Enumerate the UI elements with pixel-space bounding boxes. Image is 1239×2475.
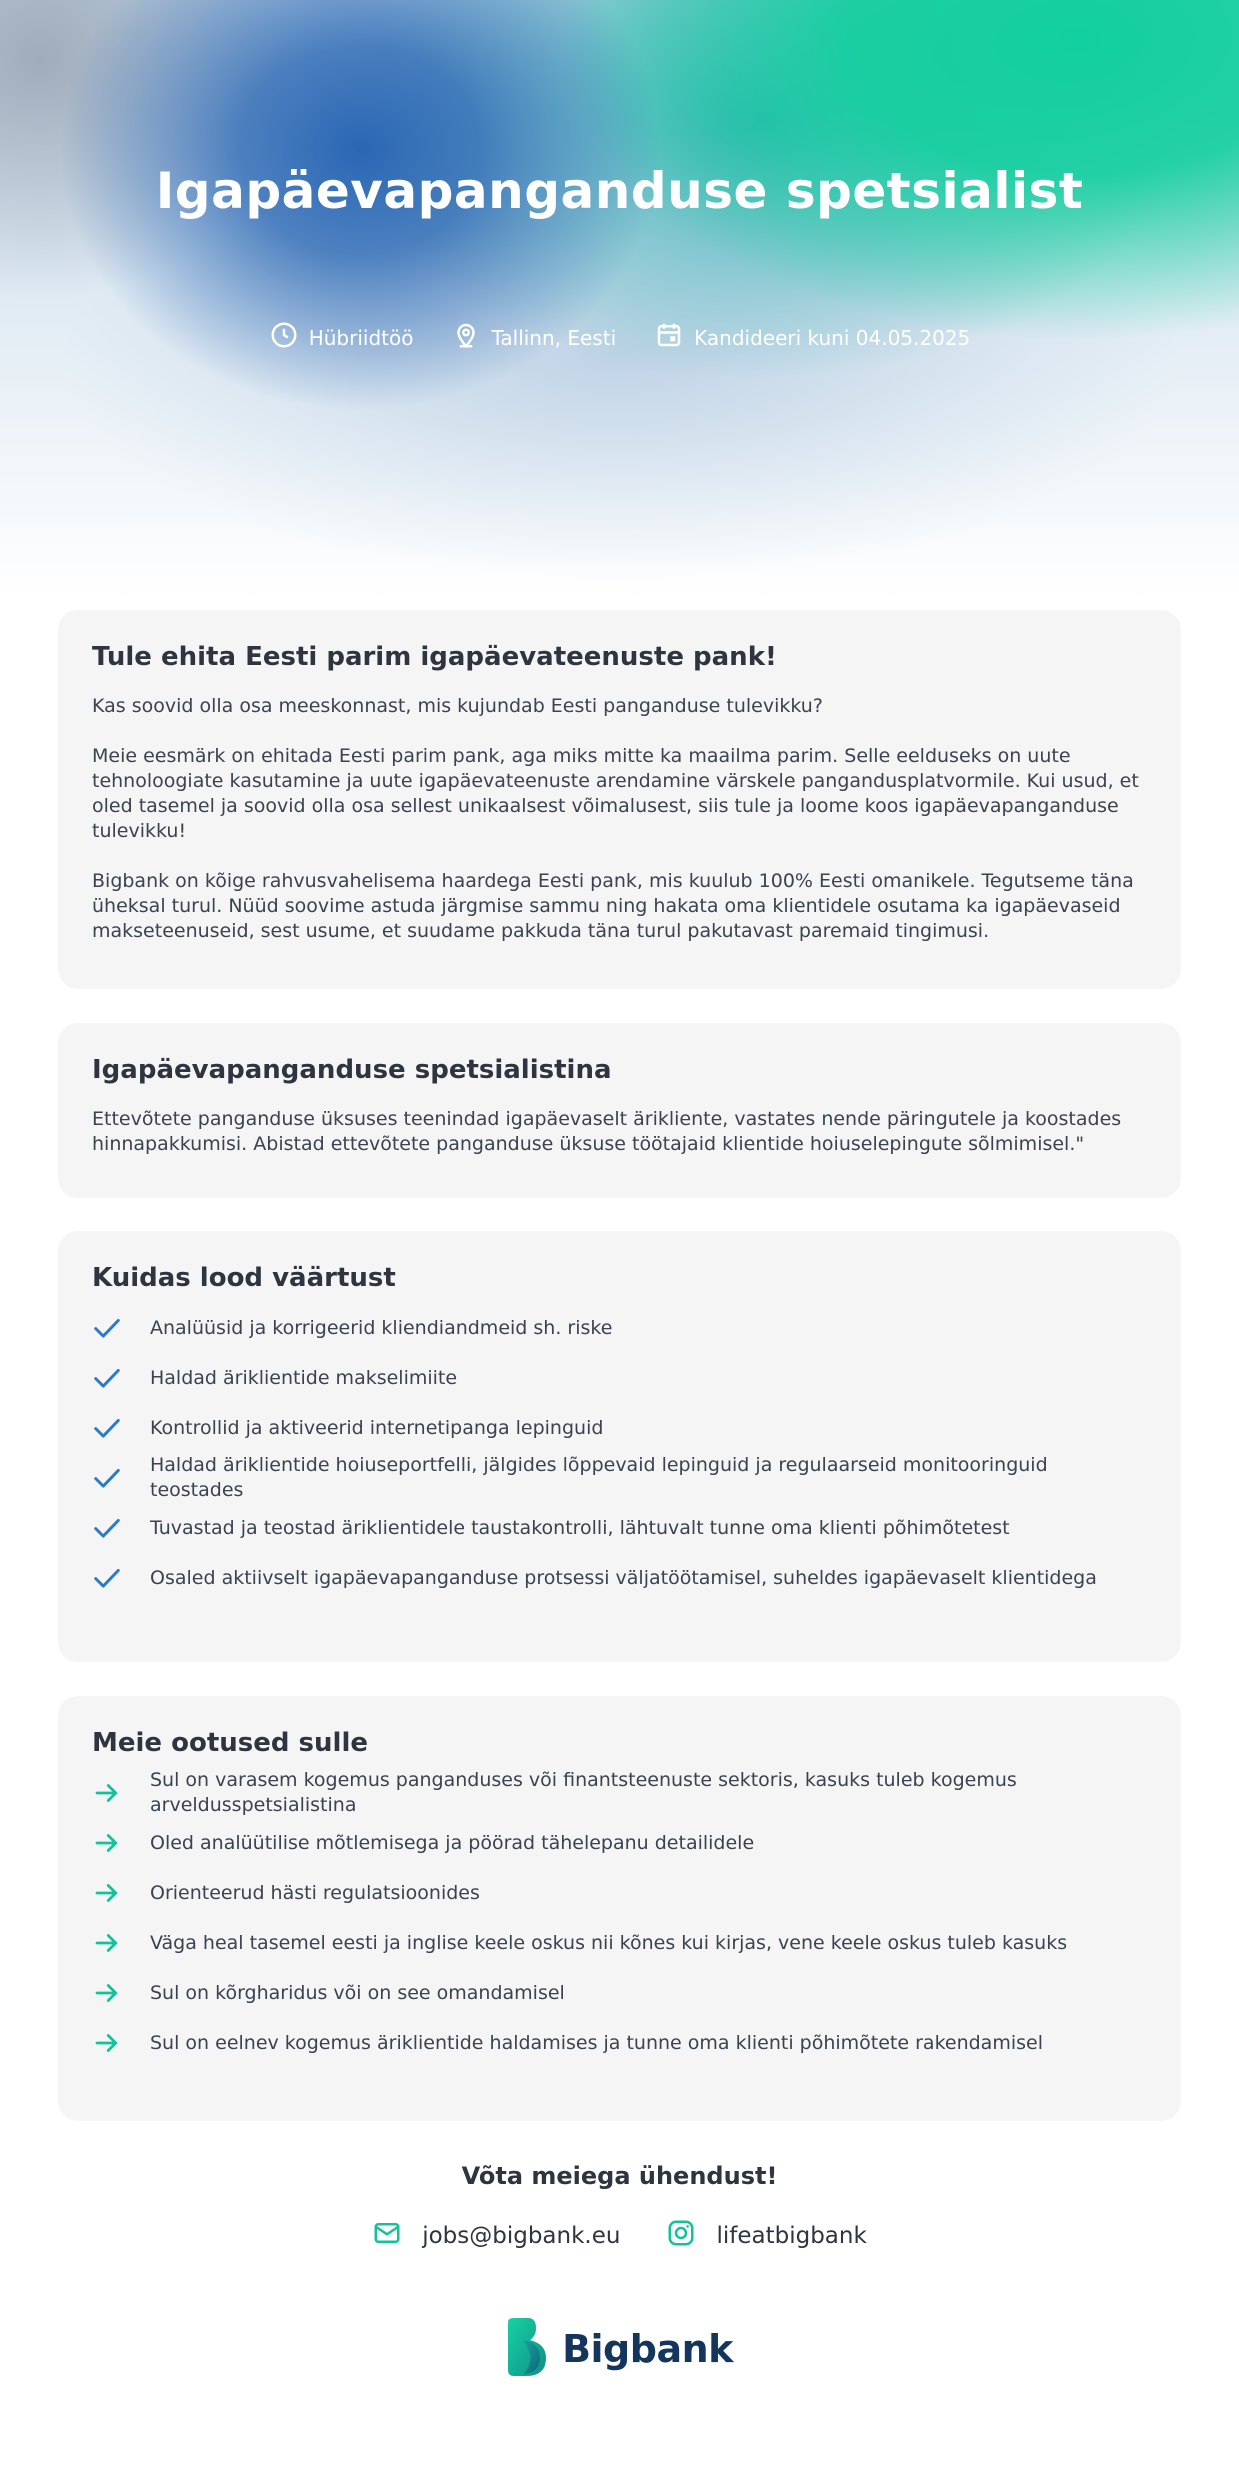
clock-icon [269, 320, 299, 355]
value-list-item-text: Tuvastad ja teostad äriklientidele taustakontrolli, lähtuvalt tunne oma klienti põhimõtetest [150, 1516, 1010, 1539]
checkmark-icon [92, 1513, 150, 1543]
mail-icon [372, 2218, 402, 2254]
expectations-heading: Meie ootused sulle [92, 1728, 368, 1758]
expectation-list-item-text: Sul on kõrgharidus või on see omandamisel [150, 1981, 565, 2004]
value-list [92, 1303, 1147, 1603]
intro-paragraph: Meie eesmärk on ehitada Eesti parim pank, aga miks mitte ka maailma parim. Selle eelduseks on uute tehnoloogiate kasutamine ja uute igapäevateenuste arendamine värskele pangandusplatvormile. Kui usud, et oled tasemel ja soovid olla osa sellest unikaalsest võimalusest, siis tule ja loome koos igapäevapanganduse tulevikku! [92, 745, 1139, 842]
value-card [58, 1231, 1181, 1662]
value-list-item-text: Haldad äriklientide hoiuseportfelli, jälgides lõppevaid lepinguid ja regulaarseid monitooringuid teostades [150, 1454, 1048, 1501]
expectation-list-item [92, 1968, 1147, 2018]
meta-location-label: Tallinn, Eesti [491, 325, 617, 350]
job-meta [0, 320, 1239, 355]
intro-card [58, 610, 1181, 989]
meta-work-type [269, 320, 414, 355]
value-list-item [92, 1503, 1147, 1553]
arrow-right-icon [92, 1828, 150, 1858]
checkmark-icon [92, 1563, 150, 1593]
expectation-list-item-text: Väga heal tasemel eesti ja inglise keele oskus nii kõnes kui kirjas, vene keele oskus tuleb kasuks [150, 1931, 1068, 1954]
expectation-list-item [92, 1918, 1147, 1968]
value-list-item [92, 1353, 1147, 1403]
instagram-handle: lifeatbigbank [716, 2223, 867, 2249]
expectation-list-item [92, 1868, 1147, 1918]
intro-paragraph: Kas soovid olla osa meeskonnast, mis kujundab Eesti panganduse tulevikku? [92, 695, 823, 717]
checkmark-icon [92, 1413, 150, 1443]
meta-location [451, 320, 616, 355]
instagram-icon [666, 2218, 696, 2254]
expectation-list-item [92, 1768, 1147, 1818]
bigbank-logo-text: Bigbank [562, 2327, 733, 2371]
value-list-item [92, 1303, 1147, 1353]
meta-work-type-label: Hübriidtöö [308, 325, 414, 350]
bigbank-logo [0, 2318, 1239, 2380]
arrow-right-icon [92, 2028, 150, 2058]
value-list-item-text: Analüüsid ja korrigeerid kliendiandmeid sh. riske [150, 1316, 613, 1339]
checkmark-icon [92, 1363, 150, 1393]
hero-banner [0, 0, 1239, 600]
calendar-icon [654, 320, 684, 355]
map-pin-icon [451, 320, 481, 355]
contact-links [0, 2218, 1239, 2254]
arrow-right-icon [92, 1878, 150, 1908]
arrow-right-icon [92, 1778, 150, 1808]
expectation-list-item-text: Orienteerud hästi regulatsioonides [150, 1881, 480, 1904]
email-address: jobs@bigbank.eu [422, 2223, 621, 2249]
value-list-item-text: Osaled aktiivselt igapäevapanganduse protsessi väljatöötamisel, suheldes igapäevaselt klientidega [150, 1566, 1097, 1589]
intro-paragraph: Bigbank on kõige rahvusvahelisema haardega Eesti pank, mis kuulub 100% Eesti omanikele. Tegutseme täna üheksal turul. Nüüd soovime astuda järgmise sammu ning hakata oma klientidele osutama ka igapäevaseid makseteenuseid, sest usume, et suudame pakkuda täna turul pakutavast paremaid tingimusi. [92, 870, 1134, 942]
arrow-right-icon [92, 1928, 150, 1958]
instagram-link[interactable] [666, 2218, 866, 2254]
role-heading: Igapäevapanganduse spetsialistina [92, 1055, 612, 1085]
page-title: Igapäevapanganduse spetsialist [155, 162, 1084, 220]
expectation-list-item-text: Oled analüütilise mõtlemisega ja pöörad tähelepanu detailidele [150, 1831, 755, 1854]
bigbank-logo-mark [506, 2318, 550, 2380]
role-text: Ettevõtete panganduse üksuses teenindad igapäevaselt ärikliente, vastates nende päringutele ja koostades hinnapakkumisi. Abistad ettevõtete panganduse üksuse töötajaid klientide hoiuselepingute sõlmimisel." [92, 1108, 1122, 1155]
contact-heading: Võta meiega ühendust! [461, 2162, 778, 2190]
expectations-card [58, 1696, 1181, 2121]
expectations-list [92, 1768, 1147, 2068]
checkmark-icon [92, 1313, 150, 1343]
value-heading: Kuidas lood väärtust [92, 1263, 396, 1293]
value-list-item-text: Haldad äriklientide makselimiite [150, 1366, 458, 1389]
arrow-right-icon [92, 1978, 150, 2008]
expectation-list-item [92, 2018, 1147, 2068]
role-card [58, 1023, 1181, 1198]
meta-deadline [654, 320, 970, 355]
meta-deadline-label: Kandideeri kuni 04.05.2025 [694, 325, 971, 350]
value-list-item [92, 1553, 1147, 1603]
value-list-item-text: Kontrollid ja aktiveerid internetipanga lepinguid [150, 1416, 604, 1439]
value-list-item [92, 1403, 1147, 1453]
intro-heading: Tule ehita Eesti parim igapäevateenuste pank! [92, 642, 777, 672]
value-list-item [92, 1453, 1147, 1503]
expectation-list-item-text: Sul on varasem kogemus panganduses või finantsteenuste sektoris, kasuks tuleb kogemus arveldusspetsialistina [150, 1769, 1017, 1816]
email-link[interactable] [372, 2218, 620, 2254]
expectation-list-item-text: Sul on eelnev kogemus äriklientide haldamises ja tunne oma klienti põhimõtete rakendamisel [150, 2031, 1043, 2054]
checkmark-icon [92, 1463, 150, 1493]
expectation-list-item [92, 1818, 1147, 1868]
